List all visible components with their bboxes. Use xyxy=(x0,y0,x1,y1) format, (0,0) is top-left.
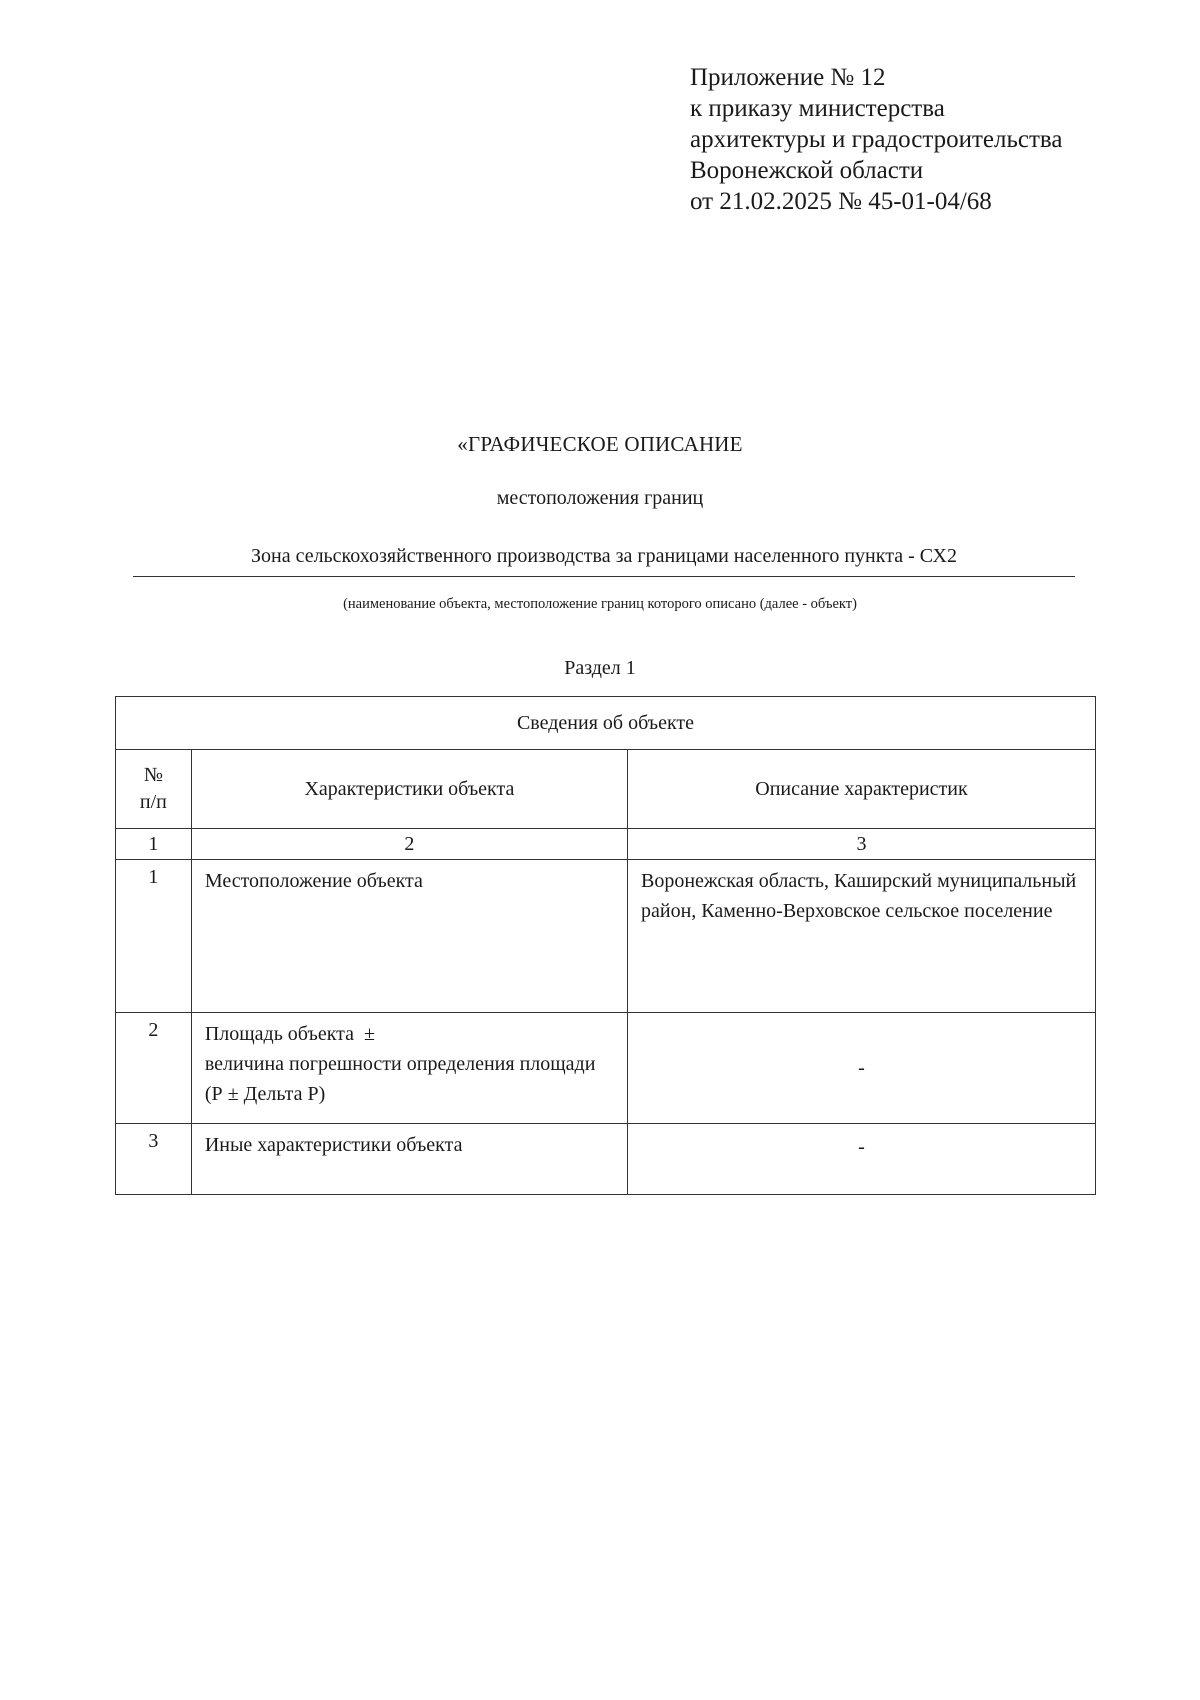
header-number xyxy=(116,750,192,829)
document-subtitle: местоположения границ xyxy=(496,487,704,509)
section-label: Раздел 1 xyxy=(564,657,636,679)
row-number: 3 xyxy=(116,1124,192,1195)
column-number-row xyxy=(116,829,1096,860)
row-characteristic: Иные характеристики объекта xyxy=(191,1124,627,1195)
row-description: - xyxy=(628,1124,1096,1195)
row-number: 1 xyxy=(116,860,192,1013)
header-description: Описание характеристик xyxy=(628,750,1096,829)
column-number: 3 xyxy=(628,829,1096,860)
appendix-line: Приложение № 12 xyxy=(690,64,886,91)
object-name: Зона сельскохозяйственного производства за границами населенного пункта - СХ2 xyxy=(133,545,1075,577)
row-description: - xyxy=(628,1013,1096,1124)
row-description: Воронежская область, Каширский муниципальный район, Каменно-Верховское сельское поселение xyxy=(628,860,1096,1013)
header-number-line: п/п xyxy=(139,791,167,813)
row-number: 2 xyxy=(116,1013,192,1124)
table-caption: Сведения об объекте xyxy=(116,697,1096,750)
table-header-row xyxy=(116,750,1096,829)
object-info-table xyxy=(115,696,1096,1195)
column-number: 2 xyxy=(191,829,627,860)
row-characteristic-line: Площадь объекта ± xyxy=(204,1023,375,1045)
table-row xyxy=(116,1013,1096,1124)
header-number-line: № xyxy=(143,764,163,786)
column-number: 1 xyxy=(116,829,192,860)
table-caption-row xyxy=(116,697,1096,750)
appendix-header xyxy=(690,62,1062,217)
appendix-line: к приказу министерства xyxy=(690,95,945,122)
appendix-line: архитектуры и градостроительства xyxy=(690,126,1063,153)
object-name-caption: (наименование объекта, местоположение границ которого описано (далее - объект) xyxy=(343,596,857,612)
header-characteristic: Характеристики объекта xyxy=(191,750,627,829)
document-title: «ГРАФИЧЕСКОЕ ОПИСАНИЕ xyxy=(457,432,743,456)
appendix-line: Воронежской области xyxy=(690,157,924,184)
table-row xyxy=(116,860,1096,1013)
appendix-line: от 21.02.2025 № 45-01-04/68 xyxy=(690,188,992,215)
row-characteristic-line: величина погрешности определения площади (Р ± Дельта Р) xyxy=(204,1053,596,1105)
row-characteristic xyxy=(191,1013,627,1124)
table-row xyxy=(116,1124,1096,1195)
row-characteristic: Местоположение объекта xyxy=(191,860,627,1013)
